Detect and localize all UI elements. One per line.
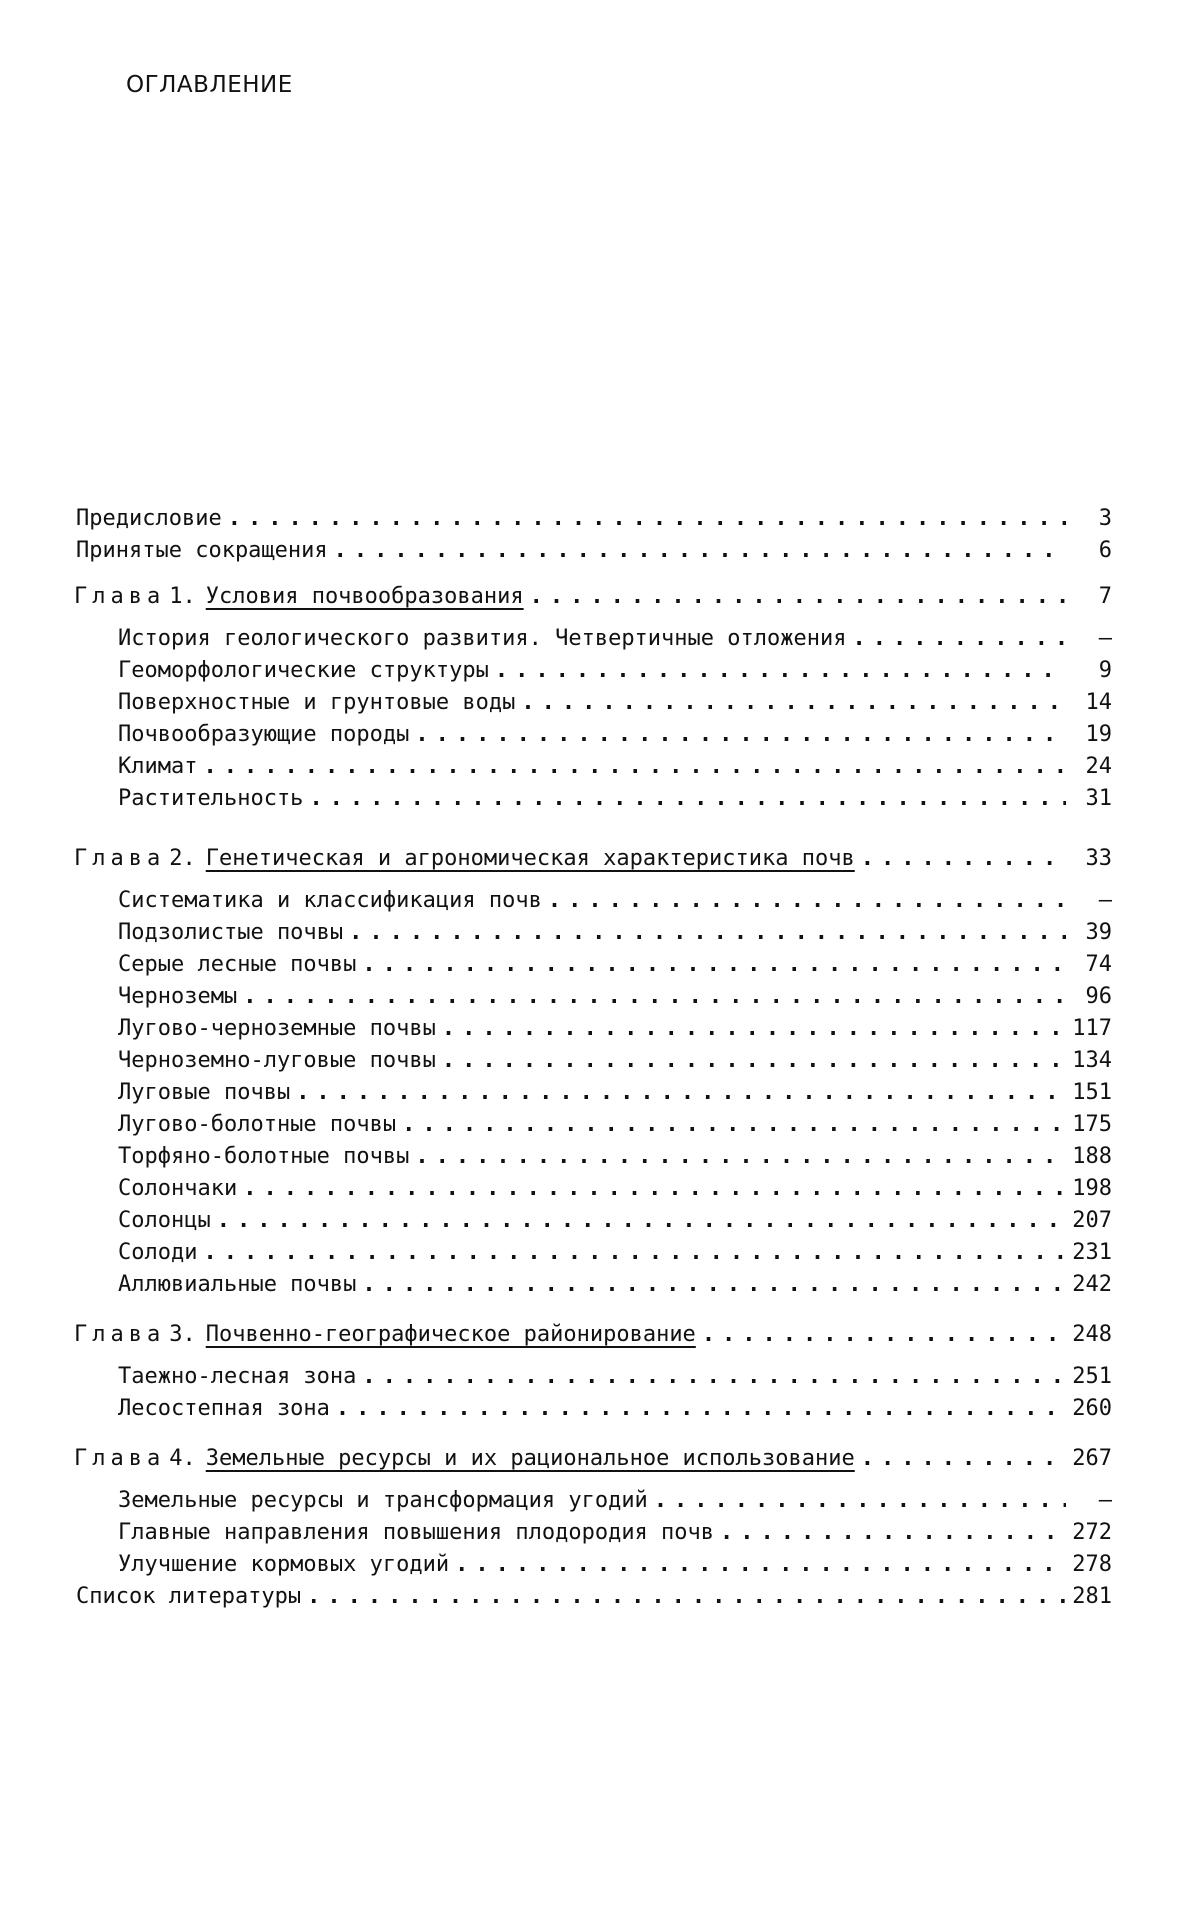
chapter-number: 4.: [169, 1446, 196, 1471]
chapter-label: Глава: [74, 584, 166, 609]
page-number: 278: [1072, 1552, 1112, 1577]
entry-title: Поверхностные и грунтовые воды: [118, 690, 516, 715]
entry-title: Черноземы: [118, 984, 238, 1009]
dot-leader: [362, 1364, 1066, 1390]
dot-leader: [415, 722, 1066, 748]
entry-title: Земельные ресурсы и трансформация угодий: [118, 1488, 648, 1513]
toc-entry-row[interactable]: [118, 1016, 1112, 1042]
dot-leader: [296, 1080, 1066, 1106]
dot-leader: [654, 1488, 1066, 1514]
toc-entry-row[interactable]: [118, 1396, 1112, 1422]
entry-title: Систематика и классификация почв: [118, 888, 542, 913]
toc-chapter-row[interactable]: [74, 846, 1112, 872]
toc-entry-row[interactable]: [118, 1272, 1112, 1298]
dot-leader: [243, 1176, 1066, 1202]
toc-entry-row[interactable]: [118, 754, 1112, 780]
page-number: 207: [1072, 1208, 1112, 1233]
chapter-title: Земельные ресурсы и их рациональное использование: [205, 1446, 855, 1471]
toc-entry-row[interactable]: [118, 690, 1112, 716]
dot-leader: [349, 920, 1066, 946]
toc-entry-row[interactable]: [118, 888, 1112, 914]
toc-entry-row[interactable]: [76, 506, 1112, 532]
page-number: 272: [1072, 1520, 1112, 1545]
page-number: –: [1098, 1488, 1112, 1513]
dot-leader: [307, 1584, 1066, 1610]
toc-entry-row[interactable]: [118, 1112, 1112, 1138]
toc-chapter-row[interactable]: [74, 1446, 1112, 1472]
toc-entry-row[interactable]: [118, 1176, 1112, 1202]
toc-entry-row[interactable]: [118, 920, 1112, 946]
toc-entry-row[interactable]: [118, 1364, 1112, 1390]
dot-leader: [548, 888, 1066, 914]
dot-leader: [861, 1446, 1066, 1472]
page-number: 117: [1072, 1016, 1112, 1041]
page-number: 96: [1085, 984, 1112, 1009]
dot-leader: [852, 626, 1066, 652]
page-number: 24: [1085, 754, 1112, 779]
page-number: 251: [1072, 1364, 1112, 1389]
page-number: –: [1098, 888, 1112, 913]
toc-entry-row[interactable]: [118, 786, 1112, 812]
page-number: 231: [1072, 1240, 1112, 1265]
page-number: –: [1098, 626, 1112, 651]
entry-title: Серые лесные почвы: [118, 952, 357, 977]
entry-title: Лугово-черноземные почвы: [118, 1016, 436, 1041]
dot-leader: [442, 1016, 1066, 1042]
entry-title: Черноземно-луговые почвы: [118, 1048, 436, 1073]
chapter-label: Глава: [74, 1322, 166, 1347]
toc-entry-row[interactable]: [118, 722, 1112, 748]
page-number: 260: [1072, 1396, 1112, 1421]
page-number: 188: [1072, 1144, 1112, 1169]
entry-title: Улучшение кормовых угодий: [118, 1552, 450, 1577]
entry-title: История геологического развития. Четвертичные отложения: [118, 626, 847, 651]
entry-title: Солоди: [118, 1240, 198, 1265]
chapter-number: 3.: [169, 1322, 196, 1347]
chapter-number: 2.: [169, 846, 196, 871]
page-title: ОГЛАВЛЕНИЕ: [126, 72, 293, 98]
entry-title: Лугово-болотные почвы: [118, 1112, 397, 1137]
entry-title: Солонцы: [118, 1208, 211, 1233]
dot-leader: [336, 1396, 1066, 1422]
toc-entry-row[interactable]: [118, 1080, 1112, 1106]
page-number: 39: [1085, 920, 1112, 945]
toc-chapter-row[interactable]: [74, 584, 1112, 610]
page-number: 198: [1072, 1176, 1112, 1201]
toc-entry-row[interactable]: [118, 952, 1112, 978]
dot-leader: [243, 984, 1066, 1010]
toc-entry-row[interactable]: [118, 626, 1112, 652]
entry-title: Климат: [118, 754, 198, 779]
dot-leader: [521, 690, 1066, 716]
toc-entry-row[interactable]: [118, 1488, 1112, 1514]
chapter-label: Глава: [74, 1446, 166, 1471]
page-number: 9: [1098, 658, 1112, 683]
page-number: 19: [1085, 722, 1112, 747]
page-number: 31: [1085, 786, 1112, 811]
dot-leader: [203, 754, 1066, 780]
page-number: 7: [1098, 584, 1112, 609]
dot-leader: [362, 1272, 1066, 1298]
entry-title: Лесостепная зона: [118, 1396, 330, 1421]
dot-leader: [702, 1322, 1066, 1348]
toc-entry-row[interactable]: [76, 1584, 1112, 1610]
dot-leader: [530, 584, 1066, 610]
page-number: 242: [1072, 1272, 1112, 1297]
page-number: 134: [1072, 1048, 1112, 1073]
entry-title: Аллювиальные почвы: [118, 1272, 357, 1297]
toc-entry-row[interactable]: [118, 1208, 1112, 1234]
page-number: 14: [1085, 690, 1112, 715]
page-number: 175: [1072, 1112, 1112, 1137]
chapter-number: 1.: [169, 584, 196, 609]
dot-leader: [495, 658, 1066, 684]
dot-leader: [402, 1112, 1066, 1138]
dot-leader: [334, 538, 1066, 564]
page-number: 151: [1072, 1080, 1112, 1105]
toc-entry-row[interactable]: [118, 658, 1112, 684]
toc-entry-row[interactable]: [118, 1048, 1112, 1074]
entry-title: Предисловие: [76, 506, 222, 531]
dot-leader: [203, 1240, 1066, 1266]
dot-leader: [415, 1144, 1066, 1170]
chapter-title: Генетическая и агрономическая характеристика почв: [205, 846, 855, 871]
entry-title: Торфяно-болотные почвы: [118, 1144, 410, 1169]
chapter-label: Глава: [74, 846, 166, 871]
page-number: 3: [1098, 506, 1112, 531]
entry-title: Солончаки: [118, 1176, 238, 1201]
page-number: 6: [1098, 538, 1112, 563]
page-number: 281: [1072, 1584, 1112, 1609]
page-number: 33: [1085, 846, 1112, 871]
entry-title: Принятые сокращения: [76, 538, 328, 563]
entry-title: Луговые почвы: [118, 1080, 291, 1105]
toc-entry-row[interactable]: [118, 984, 1112, 1010]
toc-entry-row[interactable]: [118, 1552, 1112, 1578]
dot-leader: [442, 1048, 1066, 1074]
dot-leader: [362, 952, 1066, 978]
entry-title: Список литературы: [76, 1584, 302, 1609]
toc-chapter-row[interactable]: [74, 1322, 1112, 1348]
toc-entry-row[interactable]: [118, 1144, 1112, 1170]
chapter-title: Условия почвообразования: [205, 584, 524, 609]
entry-title: Почвообразующие породы: [118, 722, 410, 747]
dot-leader: [455, 1552, 1066, 1578]
toc-entry-row[interactable]: [76, 538, 1112, 564]
page-number: 74: [1085, 952, 1112, 977]
entry-title: Главные направления повышения плодородия почв: [118, 1520, 715, 1545]
chapter-title: Почвенно-географическое районирование: [205, 1322, 696, 1347]
entry-title: Таежно-лесная зона: [118, 1364, 357, 1389]
dot-leader: [228, 506, 1066, 532]
dot-leader: [309, 786, 1066, 812]
toc-entry-row[interactable]: [118, 1520, 1112, 1546]
entry-title: Растительность: [118, 786, 304, 811]
dot-leader: [861, 846, 1066, 872]
toc-entry-row[interactable]: [118, 1240, 1112, 1266]
entry-title: Подзолистые почвы: [118, 920, 344, 945]
entry-title: Геоморфологические структуры: [118, 658, 489, 683]
dot-leader: [720, 1520, 1066, 1546]
page-number: 267: [1072, 1446, 1112, 1471]
page-number: 248: [1072, 1322, 1112, 1347]
dot-leader: [217, 1208, 1066, 1234]
